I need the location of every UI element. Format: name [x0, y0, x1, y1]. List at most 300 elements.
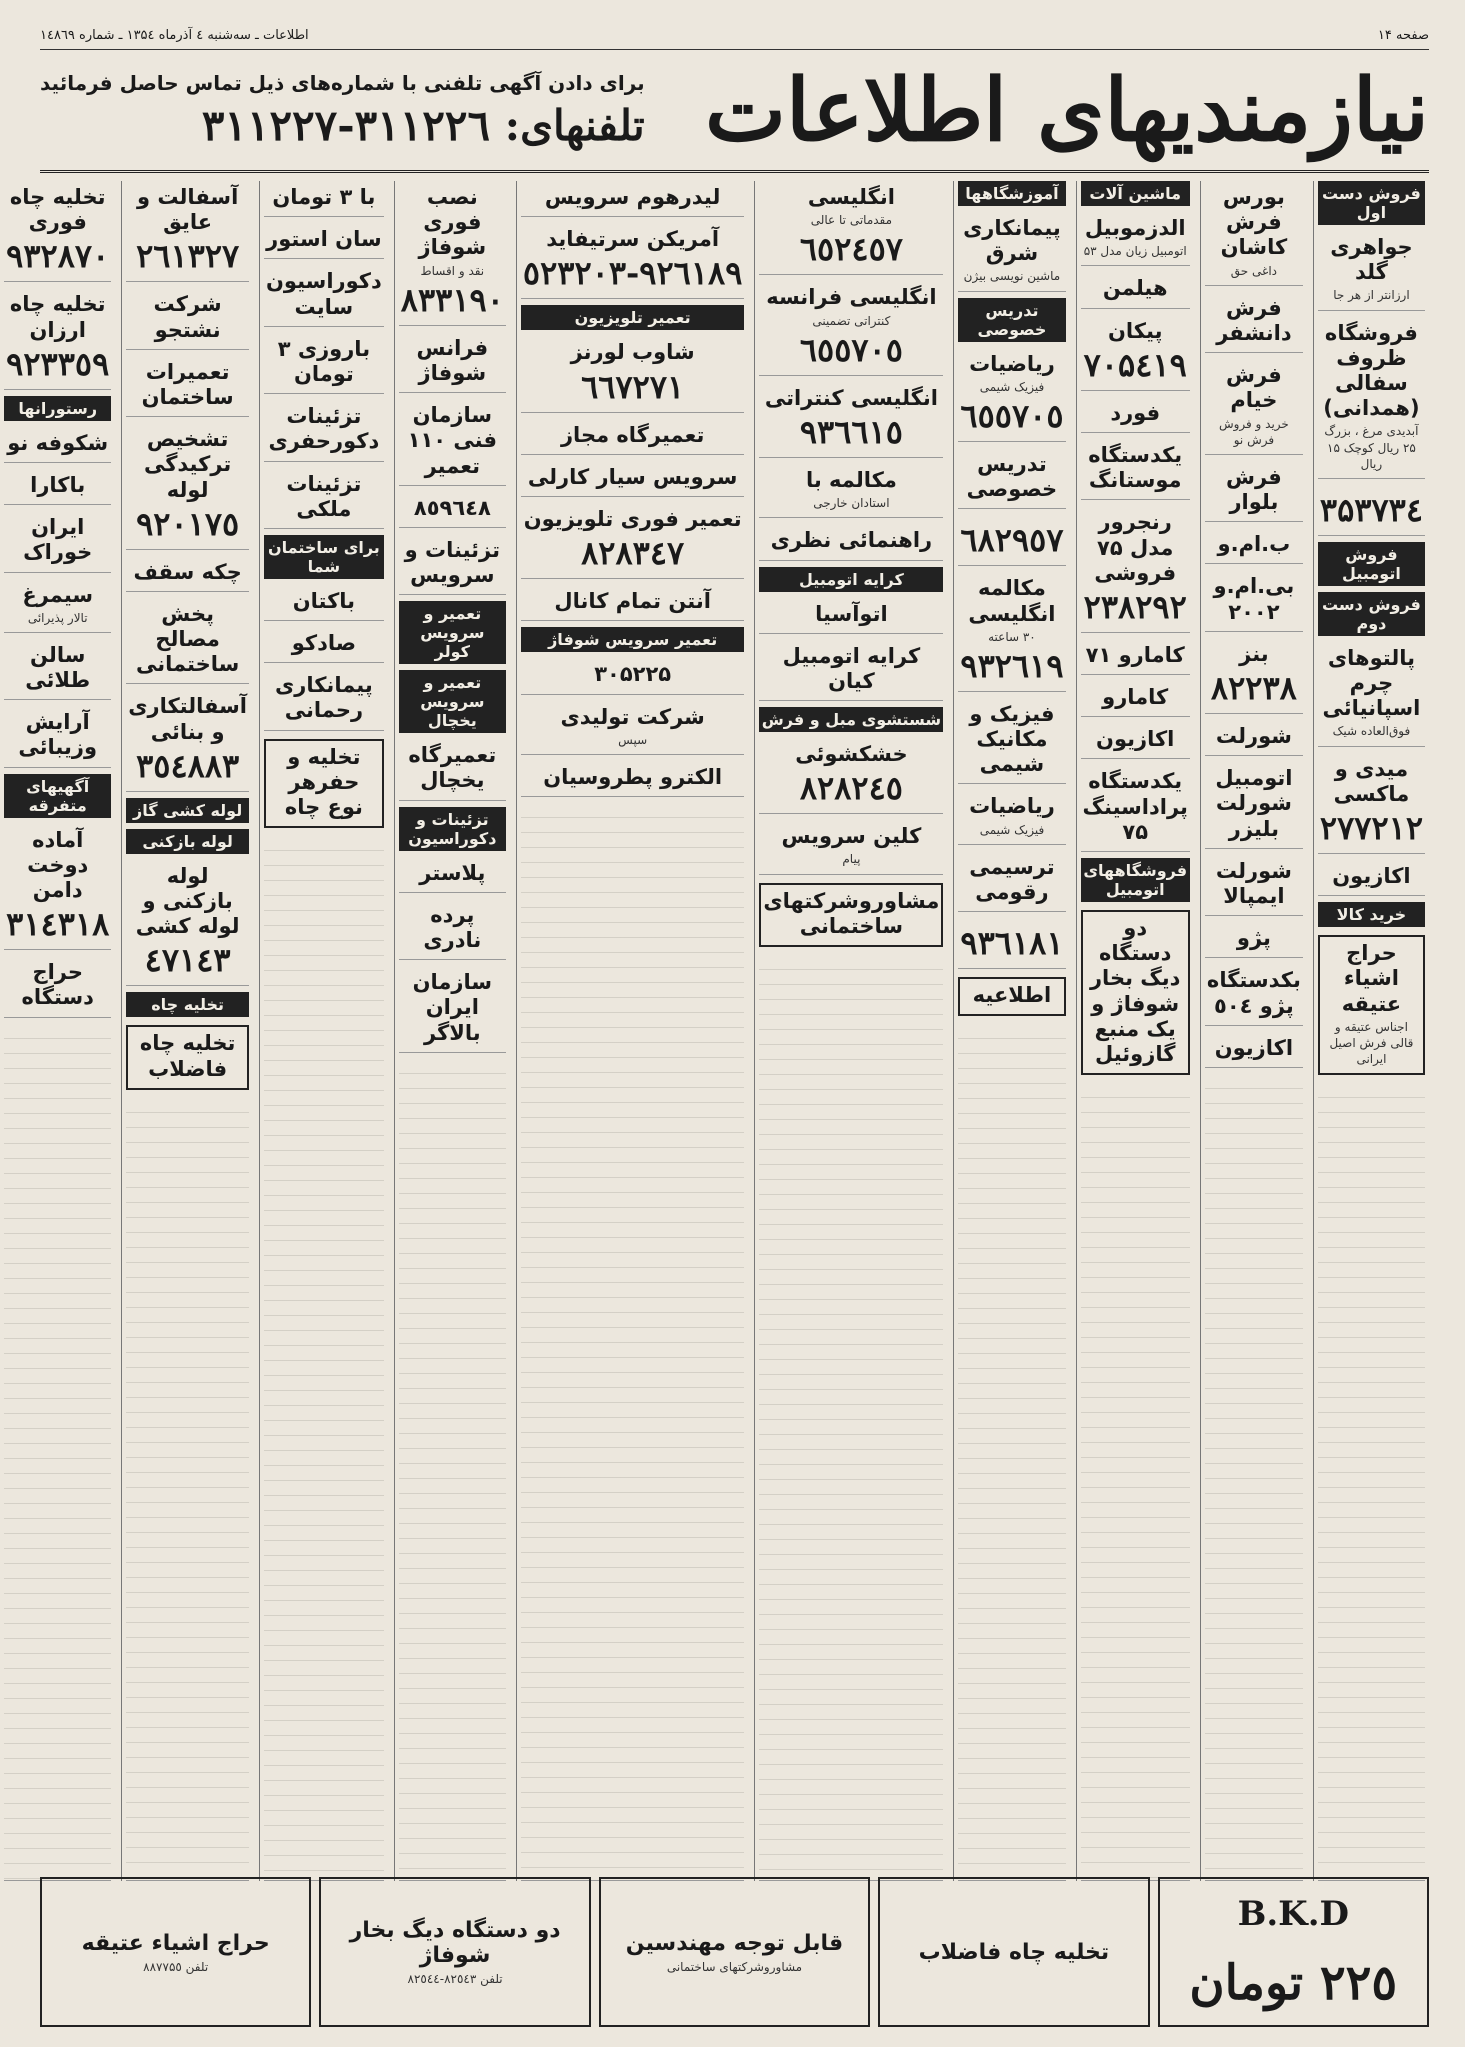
- classified-ad: [521, 701, 745, 755]
- classified-ad: [4, 579, 111, 633]
- classified-ad: [1318, 317, 1425, 479]
- column-9: [121, 181, 253, 1881]
- category-header: تعمیر و سرویس کولر: [399, 601, 506, 664]
- ad-heading: ایران خوراک: [23, 515, 93, 565]
- ad-heading: فروشگاه ظروف سفالی (همدانی): [1323, 320, 1420, 421]
- ad-heading: پخش مصالح ساختمانی: [135, 601, 240, 677]
- category-header: تعمیر سرویس شوفاژ: [521, 627, 745, 652]
- ad-heading: انگلیسی: [807, 185, 895, 209]
- classified-ad: [1205, 720, 1303, 756]
- ad-heading: باروزی ۳ تومان: [277, 336, 371, 386]
- classified-ad: [1205, 292, 1303, 353]
- ad-phone: ٦٥٥٧٠٥: [799, 330, 903, 369]
- ad-heading: شاوب لورنز: [570, 340, 695, 365]
- category-header: برای ساختمان شما: [264, 535, 384, 579]
- ad-heading: راهنمائی نظری: [770, 528, 933, 553]
- bottom-ad-head: دو دستگاه دیگ بخار شوفاژ: [349, 1918, 561, 1968]
- ad-heading: فرش دانشفر: [1216, 295, 1292, 345]
- ad-phone: ٦٥٥٧٠٥: [960, 396, 1064, 435]
- ad-heading: لیدرهوم سرویس: [544, 185, 721, 209]
- classified-ad: [4, 824, 111, 951]
- ad-heading: اتوآسیا: [815, 601, 888, 626]
- column-7: [394, 181, 510, 1881]
- ad-heading: آماده دوخت دامن: [27, 827, 89, 902]
- bottom-ad-antique: [40, 1877, 311, 2027]
- classified-ad: [958, 348, 1065, 442]
- ad-heading: دو دستگاه دیگ بخار شوفاژ و یک منبع گازوئیل: [1089, 916, 1181, 1066]
- ad-heading: سازمان فنی ۱۱۰ تعمیر: [407, 403, 497, 478]
- masthead: [40, 50, 1429, 173]
- classified-ad: [958, 918, 1065, 969]
- column-8: [259, 181, 388, 1881]
- ad-heading: مکالمه انگلیسی: [968, 576, 1056, 626]
- ad-heading: سیمرغ: [22, 582, 94, 607]
- ad-heading: پژو: [1236, 926, 1271, 951]
- classified-ad: [958, 515, 1065, 566]
- column-5: [754, 181, 947, 1881]
- classified-ad: [126, 860, 249, 987]
- ad-heading: با ۳ تومان: [272, 185, 376, 209]
- ad-heading: خشکشوئی: [795, 742, 908, 767]
- category-header: رستورانها: [4, 396, 111, 421]
- classified-ad: [264, 400, 384, 461]
- category-header: فروش دست دوم: [1318, 592, 1425, 636]
- category-header: فروش اتومبیل: [1318, 542, 1425, 586]
- ad-text: داغی حق: [1230, 263, 1277, 278]
- ad-text: پیام: [842, 852, 861, 867]
- classified-ad: [521, 461, 745, 497]
- classified-ad: [1205, 181, 1303, 286]
- classified-ad: [1205, 461, 1303, 522]
- bkd-price: ۲۲٥ تومان: [1189, 1954, 1398, 2011]
- classified-ad: [521, 761, 745, 797]
- ad-heading: انگلیسی کنتراتی: [764, 385, 938, 410]
- ad-heading: تعمیرگاه یخچال: [408, 743, 497, 793]
- classified-ad: [399, 899, 506, 960]
- bottom-ad-boiler: [319, 1877, 590, 2027]
- ad-heading: شورلت ایمپالا: [1215, 858, 1292, 908]
- category-header: خرید کالا: [1318, 902, 1425, 927]
- ad-phone: ۷۰۵٤۱۹: [1083, 345, 1187, 384]
- classified-ad: [521, 658, 745, 694]
- newspaper-page: [8, 0, 1465, 2047]
- ad-heading: تخلیه و حفرهر نوع چاه: [284, 744, 363, 819]
- ad-heading: آرایش وزیبائی: [18, 710, 98, 760]
- ad-heading: ۳۰۵۲۲۵: [594, 662, 672, 687]
- ad-heading: اکازیون: [1214, 1035, 1294, 1060]
- ad-heading: الدزموبیل: [1084, 216, 1186, 240]
- ad-phone: ۳٥٤۸۸۳: [136, 746, 240, 785]
- classified-ad: [399, 181, 506, 326]
- ad-phone: ٦٨٢٩٥٧: [960, 521, 1064, 560]
- ad-text: خرید و فروش فرش نو: [1218, 416, 1289, 447]
- classified-ad: [958, 448, 1065, 509]
- ad-heading: یکدستگاه موستانگ: [1088, 442, 1183, 493]
- ad-heading: کامارو ۷۱: [1085, 642, 1185, 667]
- ad-heading: پیکان: [1107, 318, 1163, 343]
- bottom-ad-head: تخلیه چاه فاضلاب: [918, 1939, 1110, 1965]
- bottom-ad-body: تلفن ۸۲٥٤۳-۸۲٥٤٤: [407, 1972, 503, 1986]
- ad-text: مقدماتی تا عالی: [810, 213, 893, 228]
- ad-heading: تخلیه چاه ارزان: [9, 292, 106, 342]
- ad-heading: چکه سقف: [133, 559, 242, 584]
- classified-ad: [1205, 528, 1303, 564]
- classified-ad: [1205, 1032, 1303, 1068]
- issue-info: اطلاعات ـ سه‌شنبه ٤ آذرماه ۱۳۵٤ ـ شماره ۱٤۸٦۹: [40, 28, 309, 43]
- classified-ad: [958, 790, 1065, 844]
- classified-ad: [264, 585, 384, 621]
- ad-phone: ۲۷۷۲۱۲: [1319, 809, 1423, 847]
- classified-ad: [521, 223, 745, 299]
- ad-heading: فیزیک و مکانیک شیمی: [969, 701, 1055, 777]
- ad-phone: ٦٥٢٤٥٧: [799, 230, 903, 269]
- ad-heading: کلین سرویس: [781, 824, 922, 849]
- ad-phone: ۳۱٤۳۱۸: [6, 905, 110, 944]
- classified-ad: [264, 627, 384, 663]
- bottom-ad-body: تلفن ۸۸۷۷۵٥: [143, 1959, 209, 1974]
- fine-print: [1205, 1074, 1303, 1881]
- fine-print: [1081, 1083, 1190, 1881]
- classified-ad: [4, 511, 111, 572]
- ad-heading: ریاضیات: [969, 794, 1055, 819]
- category-header: فروشگاههای اتومبیل: [1081, 858, 1190, 902]
- ad-phone: ۹۳۲٦۱۹: [960, 646, 1064, 685]
- fine-print: [958, 1024, 1065, 1881]
- classified-ad: [759, 820, 943, 874]
- ad-heading: ب.ام.و: [1217, 532, 1291, 557]
- classified-ad: [264, 468, 384, 529]
- classified-ad: [1081, 681, 1190, 717]
- ad-text: ماشین نویسی بیژن: [963, 269, 1061, 284]
- bottom-boxes: [40, 1877, 1429, 2027]
- classified-ad: [1081, 765, 1190, 852]
- ad-heading: اکازیون: [1096, 727, 1175, 752]
- ad-heading: حراج اشیاء عتیقه: [1341, 941, 1402, 1016]
- classified-ad: [1081, 212, 1190, 266]
- classified-ad: [1081, 397, 1190, 433]
- ad-text: ارزانتر از هر جا: [1333, 288, 1410, 303]
- ad-heading: فرش بلوار: [1226, 464, 1282, 515]
- classified-ad: [521, 181, 745, 217]
- ad-text: استادان خارجی: [813, 496, 890, 511]
- classified-ad: [1081, 315, 1190, 391]
- ad-heading: بکدستگاه پژو ٥٠٤: [1206, 968, 1301, 1018]
- ad-heading: پیمانکاری شرق: [963, 216, 1061, 266]
- classified-ad: [399, 534, 506, 595]
- ad-heading: پلاستر: [419, 860, 486, 885]
- ad-phone: ۳۵۳۷۳٤: [1319, 490, 1423, 529]
- classified-ad: [399, 966, 506, 1053]
- ad-heading: جواهری گلد: [1330, 235, 1413, 285]
- masthead-phones: تلفنهای: ۳۱۱۲۲٦-۳۱۱۲۲۷: [201, 100, 645, 150]
- bkd-brand: B.K.D: [1237, 1893, 1350, 1934]
- bottom-ad-engineers: [599, 1877, 870, 2027]
- classified-ad: [1081, 723, 1190, 759]
- ad-heading: بورس فرش کاشان: [1220, 185, 1288, 260]
- classified-ad: [1081, 272, 1190, 308]
- classified-ad: [264, 181, 384, 217]
- classified-ad: [1205, 638, 1303, 714]
- category-header: فروش دست اول: [1318, 181, 1425, 225]
- classified-ad: [264, 739, 384, 829]
- ad-heading: شکوفه نو: [7, 430, 109, 455]
- classified-ad: [759, 181, 943, 275]
- classified-ad: [126, 181, 249, 282]
- ad-heading: بنز: [1239, 641, 1269, 666]
- fine-print: [4, 1024, 111, 1881]
- classified-ad: [1081, 910, 1190, 1075]
- category-header: لوله کشی گاز: [126, 798, 249, 823]
- classified-ad: [958, 851, 1065, 912]
- ad-phone: ٢٦١٣٢۷: [136, 237, 240, 276]
- ad-text: فیزیک شیمی: [979, 822, 1045, 837]
- classified-ad: [264, 265, 384, 326]
- ad-heading: تزئینات ملکی: [286, 471, 362, 521]
- classified-ad: [4, 706, 111, 767]
- ad-heading: تخلیه چاه فوری: [9, 185, 106, 235]
- ad-text: نقد و اقساط: [420, 263, 485, 278]
- classified-ad: [264, 333, 384, 394]
- ad-heading: یکدستگاه پراداسینگ ۷۵: [1082, 769, 1188, 844]
- ad-heading: حراج دستگاه: [21, 960, 94, 1010]
- category-header: کرایه اتومبیل: [759, 567, 943, 592]
- column-10: [0, 181, 115, 1881]
- ad-phone: ۸۲۲۳۸: [1210, 669, 1297, 707]
- ad-heading: سالن طلائی: [25, 642, 91, 693]
- ad-heading: پیمانکاری رحمانی: [275, 673, 373, 723]
- classified-ad: [399, 857, 506, 893]
- classified-ad: [1081, 506, 1190, 633]
- category-header: تزئینات و دکوراسیون: [399, 807, 506, 851]
- classified-ad: [521, 585, 745, 621]
- bottom-ad-well: [878, 1877, 1149, 2027]
- classified-ad: [759, 883, 943, 947]
- classified-ad: [1318, 935, 1425, 1075]
- column-3: [1076, 181, 1194, 1881]
- ad-heading: آنتن تمام کانال: [554, 589, 711, 614]
- ad-heading: هیلمن: [1102, 276, 1168, 301]
- ad-heading: صادکو: [291, 631, 357, 656]
- category-header: تعمیر تلویزیون: [521, 305, 745, 330]
- ad-heading: آسفالتکاری و بنائی: [128, 694, 247, 744]
- page-number: صفحه ۱۴: [1377, 28, 1429, 43]
- ad-heading: سازمان ایران بالاگر: [412, 970, 493, 1045]
- ad-heading: لوله بازکنی و لوله کشی: [135, 863, 240, 939]
- category-header: آموزشگاهها: [958, 181, 1065, 206]
- classified-ad: [1081, 639, 1190, 675]
- ad-heading: آمریکن سرتیفاید: [546, 227, 720, 252]
- classified-ad: [126, 356, 249, 417]
- ad-phone: ۹۳۲۸۷۰: [6, 237, 110, 276]
- ad-heading: تشخیص ترکیدگی لوله: [143, 427, 232, 502]
- ad-heading: شورلت: [1215, 724, 1292, 748]
- ad-heading: تدریس خصوصی: [966, 451, 1058, 502]
- classified-ad: [1205, 570, 1303, 631]
- ad-heading: سان استور: [266, 227, 382, 252]
- ad-heading: تعمیرگاه مجاز: [560, 422, 705, 447]
- ad-heading: نصب فوری شوفاژ: [418, 185, 487, 260]
- bottom-ad-head: حراج اشیاء عتیقه: [81, 1930, 270, 1956]
- classified-ad: [759, 640, 943, 701]
- classified-ad: [958, 977, 1065, 1016]
- classified-ad: [4, 288, 111, 389]
- ad-heading: اتومبیل شورلت بلیزر: [1215, 766, 1293, 841]
- ad-heading: فرانس شوفاژ: [416, 335, 489, 385]
- ad-heading: تزئینات دکورحفری: [268, 404, 380, 454]
- classified-ad: [399, 332, 506, 393]
- ad-text: سپس: [618, 732, 648, 747]
- masthead-contact: [40, 71, 645, 150]
- classified-ad: [126, 1025, 249, 1089]
- ad-phone: ٤۷۱٤۳: [144, 941, 231, 980]
- ad-text: ۳۰ ساعته: [988, 629, 1036, 644]
- fine-print: [759, 955, 943, 1881]
- classified-ad: [1318, 485, 1425, 536]
- ad-heading: اطلاعیه: [972, 983, 1052, 1008]
- ad-text: اتومبیل زیان مدل ۵۳: [1083, 244, 1187, 259]
- classified-ad: [1205, 855, 1303, 916]
- classified-ad: [759, 524, 943, 560]
- classified-ad: [126, 288, 249, 349]
- ad-heading: مشاوروشرکتهای ساختمانی: [763, 888, 940, 938]
- classified-ad: [126, 598, 249, 685]
- classified-ad: [1318, 753, 1425, 854]
- column-2: [1200, 181, 1307, 1881]
- ad-heading: تعمیرات ساختمان: [141, 359, 234, 409]
- ad-heading: تعمیر فوری تلویزیون: [523, 506, 742, 531]
- classified-ad: [126, 423, 249, 550]
- ad-text: فیزیک شیمی: [979, 379, 1045, 394]
- bottom-ad-head: قابل توجه مهندسین: [625, 1930, 844, 1956]
- classified-ad: [4, 181, 111, 282]
- fine-print: [1318, 1083, 1425, 1881]
- ad-heading: دکوراسیون سایت: [266, 269, 382, 319]
- classified-ad: [399, 739, 506, 800]
- ad-phone: ۲۳۸۲۹۲: [1083, 587, 1187, 626]
- ad-heading: سرویس سیار کارلی: [527, 464, 738, 489]
- ad-heading: ترسیمی رقومی: [969, 854, 1055, 904]
- ad-heading: مکالمه با: [805, 467, 897, 492]
- classified-ad: [1318, 642, 1425, 747]
- ad-heading: شرکت تولیدی: [560, 704, 705, 729]
- classified-ad: [126, 556, 249, 592]
- category-header: لوله بازکنی: [126, 829, 249, 854]
- ad-phone: ٦٦٧۲۷۱: [581, 367, 685, 406]
- classified-ad: [958, 572, 1065, 692]
- ad-heading: پرده نادری: [423, 902, 482, 952]
- ad-heading: فرش خیام: [1226, 363, 1282, 413]
- classified-ad: [1205, 359, 1303, 455]
- ad-phone: ۸۲۸۳٤۷: [581, 534, 685, 573]
- column-4: [953, 181, 1069, 1881]
- category-header: تعمیر و سرویس یخچال: [399, 670, 506, 733]
- ad-heading: بی.ام.و ۲۰۰۲: [1213, 574, 1295, 624]
- fine-print: [399, 1059, 506, 1881]
- classified-ad: [1081, 439, 1190, 500]
- classified-ad: [521, 419, 745, 455]
- ad-text: تالار پذیرائی: [27, 610, 88, 625]
- ad-text: آبدیدی مرغ ، بزرگ ۲۵ ریال کوچک ۱۵ ریال: [1324, 424, 1419, 471]
- classified-ad: [958, 212, 1065, 292]
- classified-ad: [759, 598, 943, 634]
- fine-print: [264, 836, 384, 1881]
- classified-ad: [4, 469, 111, 505]
- ad-text: اجناس عتیقه و قالی فرش اصیل ایرانی: [1329, 1019, 1414, 1067]
- classified-ad: [399, 399, 506, 486]
- ad-heading: رنجرور مدل ۷۵ فروشی: [1094, 510, 1177, 585]
- ad-phone: ۹۲۰۱۷٥: [136, 504, 240, 543]
- ad-heading: تزئینات و سرویس: [404, 537, 500, 588]
- fine-print: [126, 1098, 249, 1881]
- ad-phone: ۹۳٦٦۱٥: [799, 412, 903, 451]
- classified-ad: [4, 956, 111, 1017]
- ad-heading: آسفالت و عایق: [136, 185, 239, 235]
- category-header: تدریس خصوصی: [958, 298, 1065, 342]
- classified-ad: [126, 690, 249, 791]
- ad-phone: ۸۲۸۲٤٥: [799, 769, 903, 808]
- bottom-ad-body: مشاوروشرکتهای ساختمانی: [666, 1959, 803, 1974]
- ad-heading: پالتوهای چرم اسپانیائی: [1322, 645, 1421, 721]
- classified-ad: [399, 492, 506, 528]
- classified-ad: [1318, 860, 1425, 896]
- classified-ad: [1318, 231, 1425, 311]
- ad-text: کنتراتی تضمینی: [812, 313, 891, 328]
- top-line: [40, 28, 1429, 50]
- masthead-note: برای دادن آگهی تلفنی با شماره‌های ذیل تماس حاصل فرمائید: [40, 70, 645, 95]
- ad-phone: ۹۳٦۱۸۱: [960, 924, 1064, 963]
- column-6: [516, 181, 749, 1881]
- classified-ad: [759, 738, 943, 814]
- ad-heading: انگلیسی فرانسه: [766, 285, 937, 310]
- ad-text: فوق‌العاده شیک: [1332, 724, 1411, 739]
- classified-ad: [1205, 922, 1303, 958]
- ad-heading: باکارا: [30, 472, 86, 497]
- ad-heading: اکازیون: [1332, 864, 1411, 888]
- category-header: آگهیهای متفرقه: [4, 774, 111, 818]
- classified-ad: [521, 503, 745, 579]
- classified-ad: [4, 639, 111, 700]
- ad-phone: ٥٢۳۲۰۳-۹۲٦۱۸۹: [522, 254, 743, 293]
- classified-ad: [759, 382, 943, 458]
- category-header: شستشوی مبل و فرش: [759, 707, 943, 732]
- category-header: تخلیه چاه: [126, 992, 249, 1017]
- column-1: [1313, 181, 1429, 1881]
- classified-ad: [521, 336, 745, 412]
- ad-heading: ریاضیات: [969, 351, 1055, 376]
- classified-ad: [759, 281, 943, 375]
- classified-ad: [1205, 964, 1303, 1025]
- ad-heading: کرایه اتومبیل کیان: [782, 643, 921, 693]
- ad-heading: تخلیه چاه فاضلاب: [139, 1031, 236, 1081]
- classified-ad: [264, 223, 384, 259]
- classified-ad: [4, 427, 111, 463]
- ad-heading: ۸٥۹٦٤۸: [413, 495, 491, 520]
- classified-ad: [264, 669, 384, 730]
- classified-ad: [958, 698, 1065, 785]
- ad-phone: ۹۲۳۳٥۹: [6, 344, 110, 383]
- masthead-title: نیازمندیهای اطلاعات: [705, 59, 1429, 161]
- ad-heading: شرکت نشتجو: [153, 292, 222, 342]
- ad-phone: ۸۳۳۱۹۰: [400, 280, 504, 319]
- ad-heading: میدی و ماکسی: [1333, 756, 1410, 806]
- classified-ad: [1205, 762, 1303, 849]
- ad-heading: فورد: [1110, 400, 1161, 425]
- category-header: ماشین آلات: [1081, 181, 1190, 206]
- classified-columns: [6, 181, 1429, 1881]
- ad-heading: کامارو: [1102, 685, 1169, 710]
- classified-ad: [759, 464, 943, 518]
- ad-heading: باکتان: [292, 588, 356, 613]
